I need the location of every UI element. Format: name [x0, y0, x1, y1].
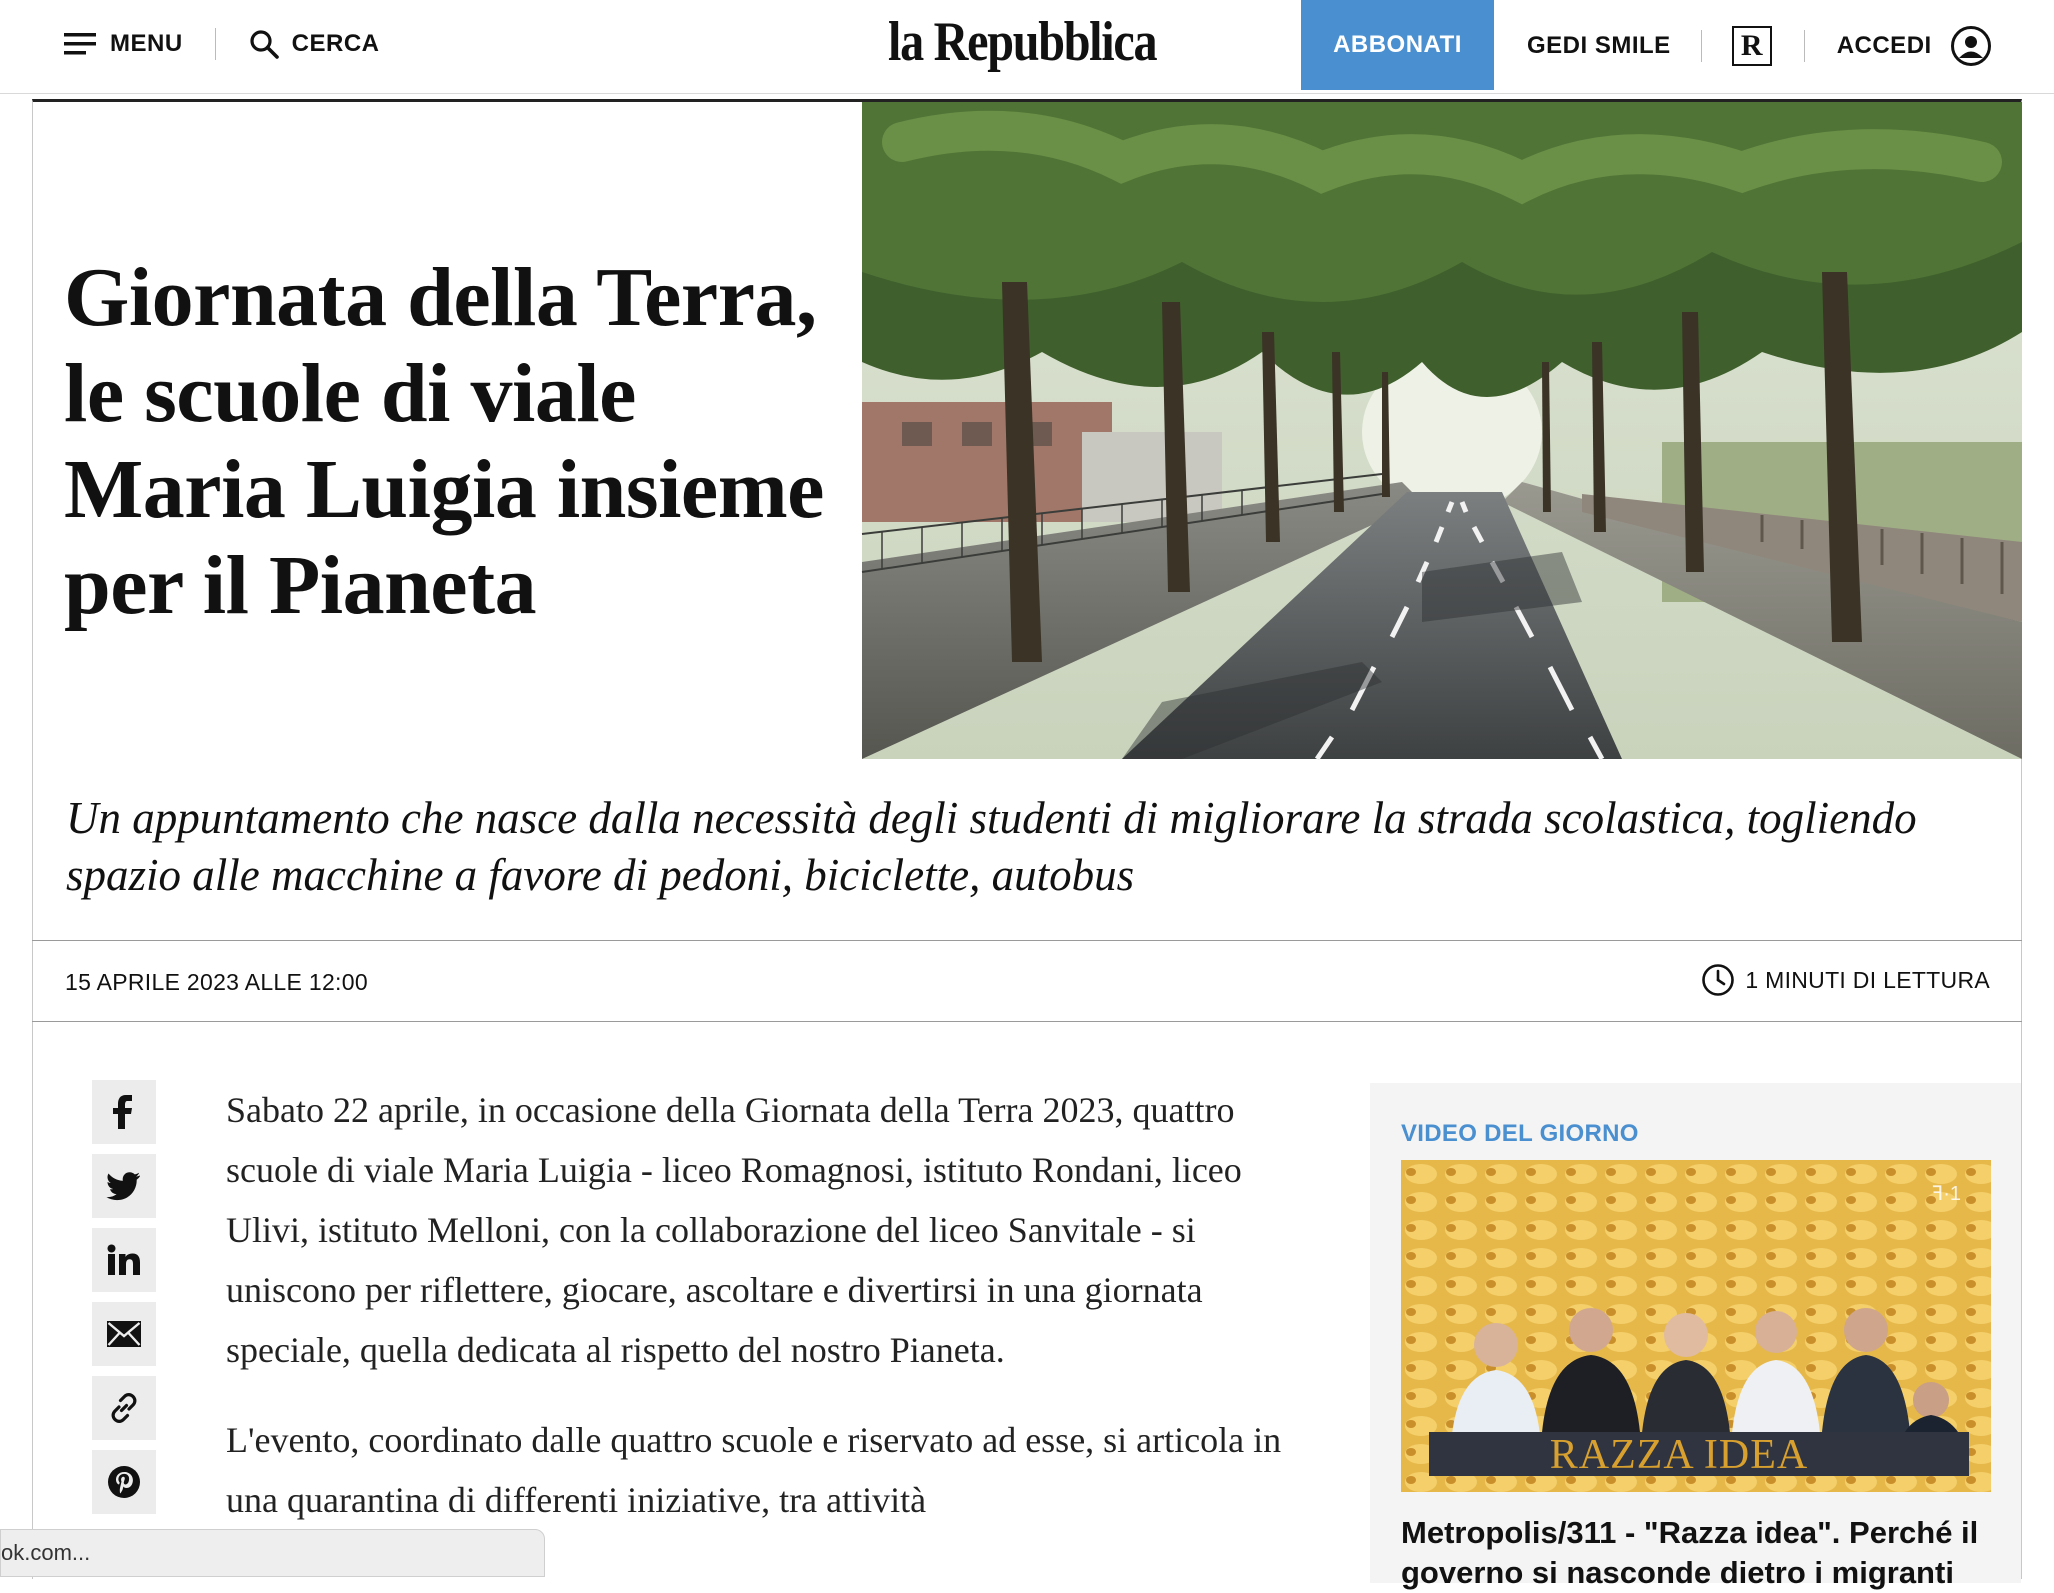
share-facebook-button[interactable] — [92, 1080, 156, 1144]
video-title-link[interactable]: Metropolis/311 - "Razza idea". Perché il governo si nasconde dietro i migranti — [1401, 1515, 1979, 1590]
hero-image — [862, 102, 2022, 759]
article-body — [226, 1080, 1326, 1560]
article-subtitle: Un appuntamento che nasce dalla necessità degli studenti di migliorare la strada scolastica, togliendo spazio alle macchine a favore di pedoni, biciclette, autobus — [66, 793, 1917, 900]
menu-button[interactable] — [64, 30, 183, 58]
clock-icon — [1701, 963, 1735, 997]
subscribe-button[interactable]: ABBONATI — [1301, 0, 1494, 90]
login-button[interactable] — [1837, 25, 1992, 67]
gedi-smile-link[interactable]: GEDI SMILE — [1527, 32, 1671, 59]
share-toolbar — [92, 1080, 156, 1524]
svg-text:ꟻ·1: ꟻ·1 — [1931, 1183, 1961, 1205]
link-icon — [108, 1392, 140, 1424]
reading-time — [1701, 963, 1990, 997]
nav-right — [1527, 24, 1992, 68]
tree-lined-street-photo — [862, 102, 2022, 759]
search-icon — [248, 28, 280, 60]
share-twitter-button[interactable] — [92, 1154, 156, 1218]
status-bar-url: ok.com... — [0, 1529, 545, 1577]
share-email-button[interactable] — [92, 1302, 156, 1366]
article-meta-bar — [32, 940, 2022, 1022]
twitter-icon — [107, 1172, 141, 1200]
site-logo[interactable]: la Repubblica — [888, 11, 1157, 73]
video-section-label: VIDEO DEL GIORNO — [1401, 1120, 1639, 1147]
share-linkedin-button[interactable] — [92, 1228, 156, 1292]
search-button[interactable] — [248, 28, 380, 60]
video-thumbnail-art — [1401, 1160, 1991, 1492]
user-avatar-icon — [1950, 25, 1992, 67]
search-label: CERCA — [291, 30, 380, 57]
nav-left — [64, 24, 380, 64]
pinterest-icon — [107, 1465, 141, 1499]
publish-date: 15 APRILE 2023 ALLE 12:00 — [65, 969, 368, 995]
article-paragraph: L'evento, coordinato dalle quattro scuole e riservato ad esse, si articola in una quarantina di differenti iniziative, tra attività — [226, 1420, 1282, 1520]
top-navigation-bar — [0, 0, 2054, 94]
video-thumbnail[interactable] — [1401, 1160, 1991, 1492]
article-paragraph: Sabato 22 aprile, in occasione della Giornata della Terra 2023, quattro scuole di viale Maria Luigia - liceo Romagnosi, istituto Rondani, liceo Ulivi, istituto Melloni, con la collaborazione del liceo Sanvitale - si uniscono per riflettere, giocare, ascoltare e divertirsi in una giornata speciale, quella dedicata al rispetto del nostro Pianeta. — [226, 1090, 1242, 1370]
facebook-icon — [109, 1095, 139, 1129]
copy-link-button[interactable] — [92, 1376, 156, 1440]
menu-label: MENU — [110, 30, 183, 57]
email-icon — [107, 1321, 141, 1347]
reading-time-label: 1 MINUTI DI LETTURA — [1745, 966, 1990, 993]
video-banner-text: RAZZA IDEA — [1549, 1432, 1809, 1478]
divider — [1804, 30, 1805, 62]
divider — [215, 28, 216, 60]
divider — [1701, 30, 1702, 62]
linkedin-icon — [107, 1244, 141, 1276]
repubblica-r-icon[interactable]: R — [1732, 26, 1772, 66]
article-headline: Giornata della Terra, le scuole di viale Maria Luigia insieme per il Pianeta — [64, 251, 824, 632]
share-pinterest-button[interactable] — [92, 1450, 156, 1514]
hamburger-icon — [64, 31, 98, 57]
video-of-the-day-widget — [1370, 1083, 2021, 1590]
login-label: ACCEDI — [1836, 32, 1932, 59]
